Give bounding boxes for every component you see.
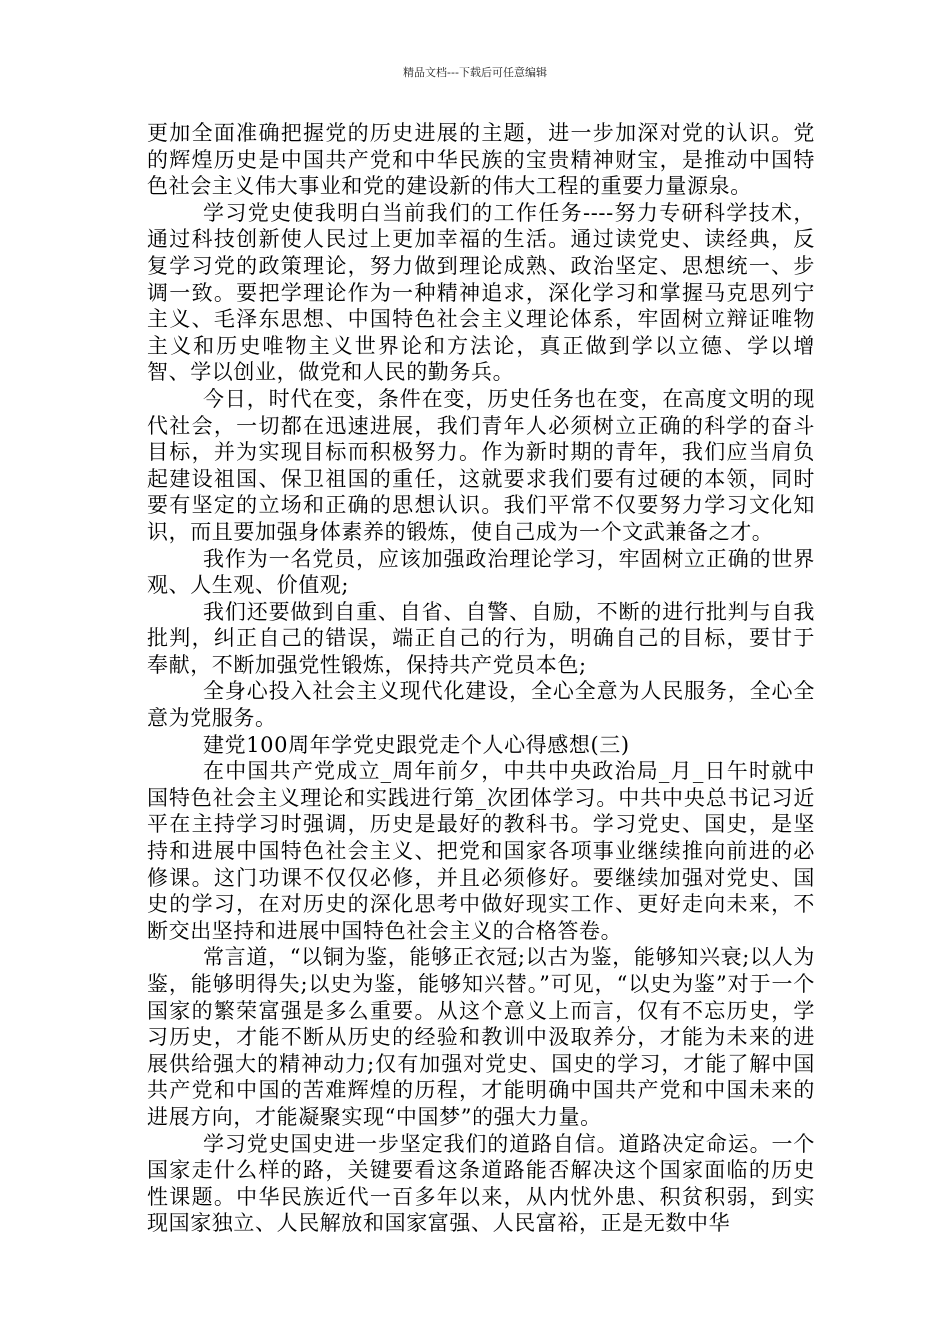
page-header: 精品文档---下载后可任意编辑	[403, 66, 547, 79]
paragraph-2: 学习党史使我明白当前我们的工作任务----努力专研科学技术，通过科技创新使人民过上更加幸福的生活。通过读党史、读经典，反复学习党的政策理论，努力做到理论成熟、政治坚定、思想统一、步调一致。要把学理论作为一种精神追求，深化学习和掌握马克思列宁主义、毛泽东思想、中国特色社会主义理论体系，牢固树立辩证唯物主义和历史唯物主义世界论和方法论，真正做到学以立德、学以增智、学以创业，做党和人民的勤务兵。	[147, 200, 815, 385]
paragraph-6: 全身心投入社会主义现代化建设，全心全意为人民服务，全心全意为党服务。	[147, 679, 815, 731]
paragraph-8: 在中国共产党成立_周年前夕，中共中央政治局_月_日午时就中国特色社会主义理论和实践进行第_次团体学习。中共中央总书记习近平在主持学习时强调，历史是最好的教科书。学习党史、国史，是坚持和进展中国特色社会主义、把党和国家各项事业继续推向前进的必修课。这门功课不仅仅必修，并且必须修好。要继续加强对党史、国史的学习，在对历史的深化思考中做好现实工作、更好走向未来，不断交出坚持和进展中国特色社会主义的合格答卷。	[147, 759, 815, 943]
paragraph-5: 我们还要做到自重、自省、自警、自励，不断的进行批判与自我批判，纠正自己的错误，端正自己的行为，明确自己的目标，要甘于奉献，不断加强党性锻炼，保持共产党员本色;	[147, 599, 815, 677]
paragraph-3: 今日，时代在变，条件在变，历史任务也在变，在高度文明的现代社会，一切都在迅速进展，我们青年人必须树立正确的科学的奋斗目标，并为实现目标而积极努力。作为新时期的青年，我们应当肩负起建设祖国、保卫祖国的重任，这就要求我们要有过硬的本领，同时要有坚定的立场和正确的思想认识。我们平常不仅要努力学习文化知识，而且要加强身体素养的锻炼，使自己成为一个文武兼备之才。	[147, 386, 815, 544]
paragraph-1: 更加全面准确把握党的历史进展的主题，进一步加深对党的认识。党的辉煌历史是中国共产党和中华民族的宝贵精神财宝，是推动中国特色社会主义伟大事业和党的建设新的伟大工程的重要力量源泉。	[147, 121, 815, 199]
paragraph-4: 我作为一名党员，应该加强政治理论学习，牢固树立正确的世界观、人生观、价值观;	[147, 546, 815, 598]
document-body	[147, 120, 815, 1237]
section-heading: 建党100周年学党史跟党走个人心得感想(三)	[203, 732, 630, 757]
paragraph-9: 常言道，“以铜为鉴，能够正衣冠;以古为鉴，能够知兴衰;以人为鉴，能够明得失;以史为鉴，能够知兴替。”可见，“以史为鉴”对于一个国家的繁荣富强是多么重要。从这个意义上而言，仅有不忘历史，学习历史，才能不断从历史的经验和教训中汲取养分，才能为未来的进展供给强大的精神动力;仅有加强对党史、国史的学习，才能了解中国共产党和中国的苦难辉煌的历程，才能明确中国共产党和中国未来的进展方向，才能凝聚实现“中国梦”的强大力量。	[147, 945, 815, 1129]
paragraph-10: 学习党史国史进一步坚定我们的道路自信。道路决定命运。一个国家走什么样的路，关键要看这条道路能否解决这个国家面临的历史性课题。中华民族近代一百多年以来，从内忧外患、积贫积弱，到实现国家独立、人民解放和国家富强、人民富裕，正是无数中华	[147, 1131, 815, 1236]
